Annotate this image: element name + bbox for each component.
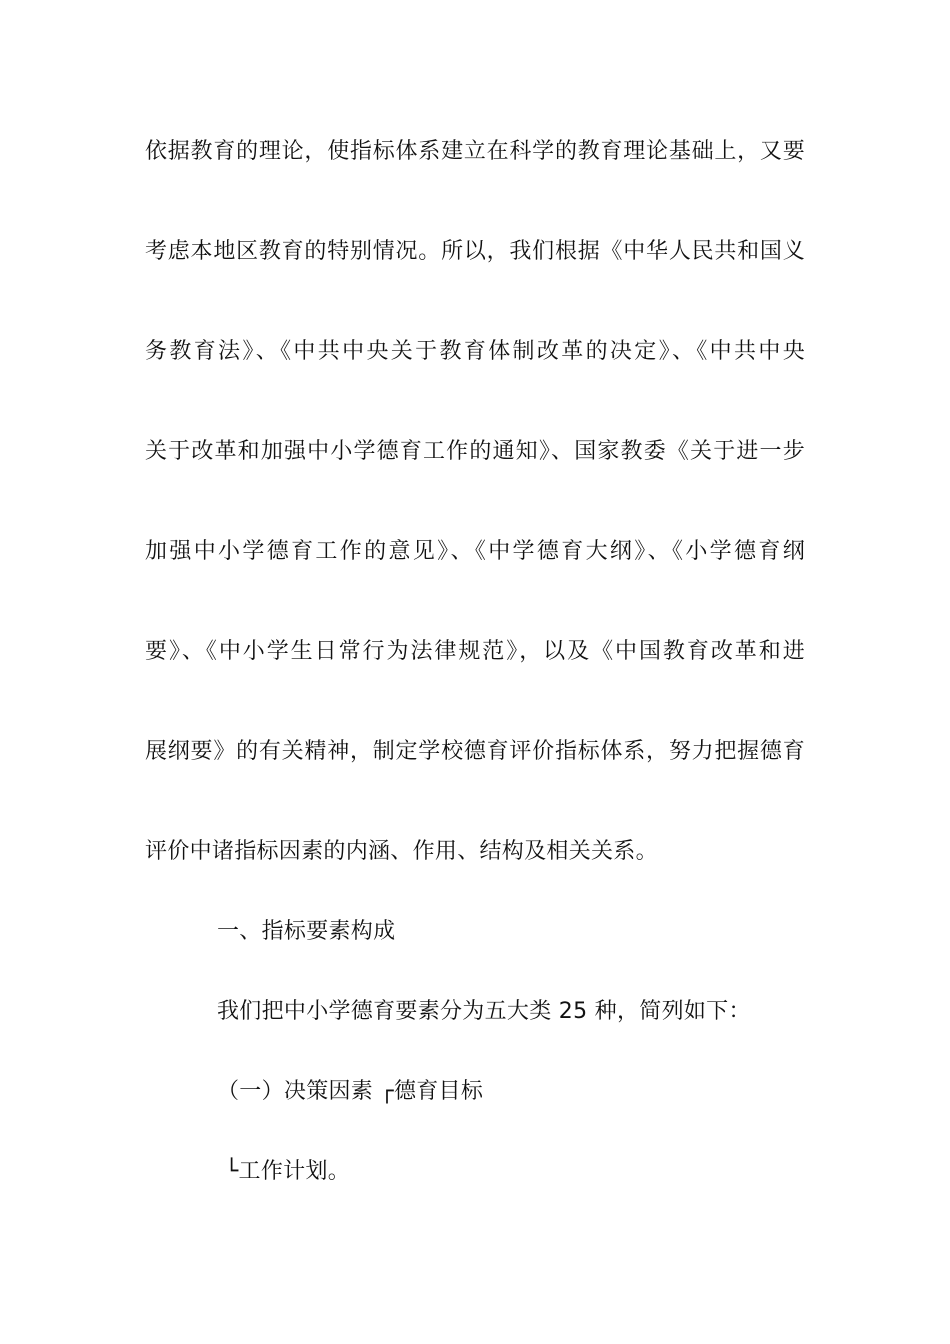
- paragraph-line-3: 务教育法》、《中共中央关于教育体制改革的决定》、《中共中央: [145, 339, 805, 364]
- item-decision-factors-sub: └工作计划。: [225, 1159, 351, 1184]
- paragraph-line-4: 关于改革和加强中小学德育工作的通知》、国家教委《关于进一步: [145, 439, 805, 464]
- paragraph-line-6: 要》、《中小学生日常行为法律规范》，以及《中国教育改革和进: [145, 639, 805, 664]
- paragraph-line-2: 考虑本地区教育的特别情况。所以，我们根据《中华人民共和国义: [145, 239, 805, 264]
- paragraph-line-5: 加强中小学德育工作的意见》、《中学德育大纲》、《小学德育纲: [145, 539, 805, 564]
- section-heading: 一、指标要素构成: [217, 919, 396, 944]
- paragraph-line-1: 依据教育的理论，使指标体系建立在科学的教育理论基础上，又要: [145, 139, 805, 164]
- paragraph-line-8: 评价中诸指标因素的内涵、作用、结构及相关关系。: [145, 839, 658, 864]
- item-decision-factors: （一）决策因素 ┌德育目标: [217, 1079, 484, 1104]
- paragraph-line-7: 展纲要》的有关精神，制定学校德育评价指标体系，努力把握德育: [145, 739, 805, 764]
- section-intro: 我们把中小学德育要素分为五大类 25 种，简列如下：: [217, 999, 751, 1024]
